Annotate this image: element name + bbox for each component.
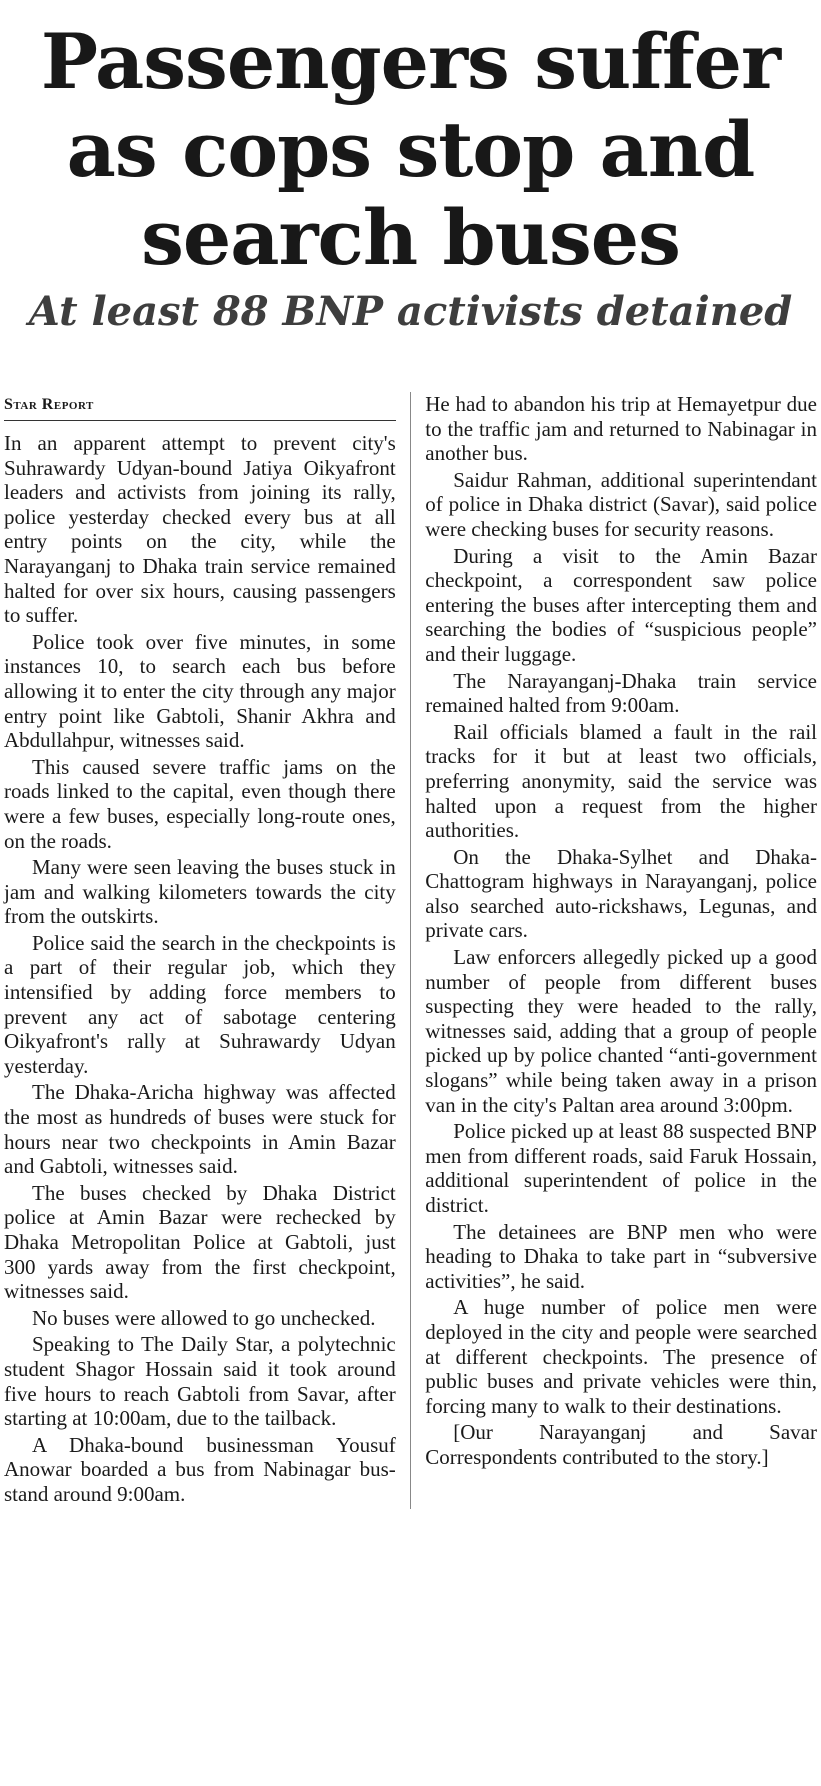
paragraph: During a visit to the Amin Bazar checkpoint, a correspondent saw police entering the buses after intercepting them and searching the bodies of “suspicious people” and their luggage. <box>425 543 817 666</box>
byline: Star Report <box>4 396 396 421</box>
paragraph: A Dhaka-bound businessman Yousuf Anowar boarded a bus from Nabinagar bus-stand around 9:00am. <box>4 1432 396 1506</box>
paragraph: He had to abandon his trip at Hemayetpur due to the traffic jam and returned to Nabinagar in another bus. <box>425 392 817 466</box>
paragraph: [Our Narayanganj and Savar Correspondents contributed to the story.] <box>425 1420 817 1469</box>
paragraph: Many were seen leaving the buses stuck in jam and walking kilometers towards the city from the outskirts. <box>4 855 396 929</box>
paragraph: The detainees are BNP men who were heading to Dhaka to take part in “subversive activities”, he said. <box>425 1219 817 1293</box>
paragraph: Police took over five minutes, in some instances 10, to search each bus before allowing it to enter the city through any major entry point like Gabtoli, Shanir Akhra and Abdullahpur, witnesses said. <box>4 629 396 753</box>
headline-line: Passengers suffer <box>40 17 781 106</box>
headline <box>10 0 811 282</box>
headline-line: search buses <box>141 193 680 282</box>
paragraph: On the Dhaka-Sylhet and Dhaka-Chattogram highways in Narayanganj, police also searched auto-rickshaws, Legunas, and private cars. <box>425 844 817 943</box>
paragraph: Rail officials blamed a fault in the rail tracks for it but at least two officials, preferring anonymity, said the service was halted upon a request from the higher authorities. <box>425 719 817 843</box>
paragraph: A huge number of police men were deployed in the city and people were searched at different checkpoints. The presence of public buses and private vehicles were thin, forcing many to walk to their destinations. <box>425 1295 817 1418</box>
column-right <box>425 392 817 1509</box>
subheadline: At least 88 BNP activists detained <box>28 288 793 335</box>
paragraph: Law enforcers allegedly picked up a good number of people from different buses suspecting they were headed to the rally, witnesses said, adding that a group of people picked up by police chanted “anti-government slogans” while being taken away in a prison van in the city's Paltan area around 3:00pm. <box>425 945 817 1117</box>
paragraph: Police said the search in the checkpoints is a part of their regular job, which they intensified by adding force members to prevent any act of sabotage centering Oikyafront's rally at Suhrawardy Udyan yesterday. <box>4 930 396 1078</box>
paragraph: The buses checked by Dhaka District police at Amin Bazar were rechecked by Dhaka Metropolitan Police at Gabtoli, just 300 yards away from the first checkpoint, witnesses said. <box>4 1180 396 1304</box>
paragraph: The Dhaka-Aricha highway was affected the most as hundreds of buses were stuck for hours near two checkpoints in Amin Bazar and Gabtoli, witnesses said. <box>4 1080 396 1179</box>
paragraph: This caused severe traffic jams on the roads linked to the capital, even though there were a few buses, especially long-route ones, on the roads. <box>4 754 396 853</box>
paragraph: Speaking to The Daily Star, a polytechnic student Shagor Hossain said it took around five hours to reach Gabtoli from Savar, after starting at 10:00am, due to the tailback. <box>4 1332 396 1431</box>
paragraph: Saidur Rahman, additional superintendant of police in Dhaka district (Savar), said police were checking buses for security reasons. <box>425 467 817 541</box>
paragraph: No buses were allowed to go unchecked. <box>32 1305 376 1330</box>
column-divider <box>410 392 412 1509</box>
paragraph: Police picked up at least 88 suspected BNP men from different roads, said Faruk Hossain, additional superintendent of police in the district. <box>425 1119 817 1217</box>
headline-line: as cops stop and <box>66 105 755 194</box>
paragraph: The Narayanganj-Dhaka train service remained halted from 9:00am. <box>425 668 817 718</box>
paragraph: In an apparent attempt to prevent city's Suhrawardy Udyan-bound Jatiya Oikyafront leaders and activists from joining its rally, police yesterday checked every bus at all entry points on the city, while the Narayanganj to Dhaka train service remained halted for over six hours, causing passengers to suffer. <box>4 431 396 628</box>
column-left <box>4 392 396 1509</box>
article-body <box>4 392 817 1509</box>
